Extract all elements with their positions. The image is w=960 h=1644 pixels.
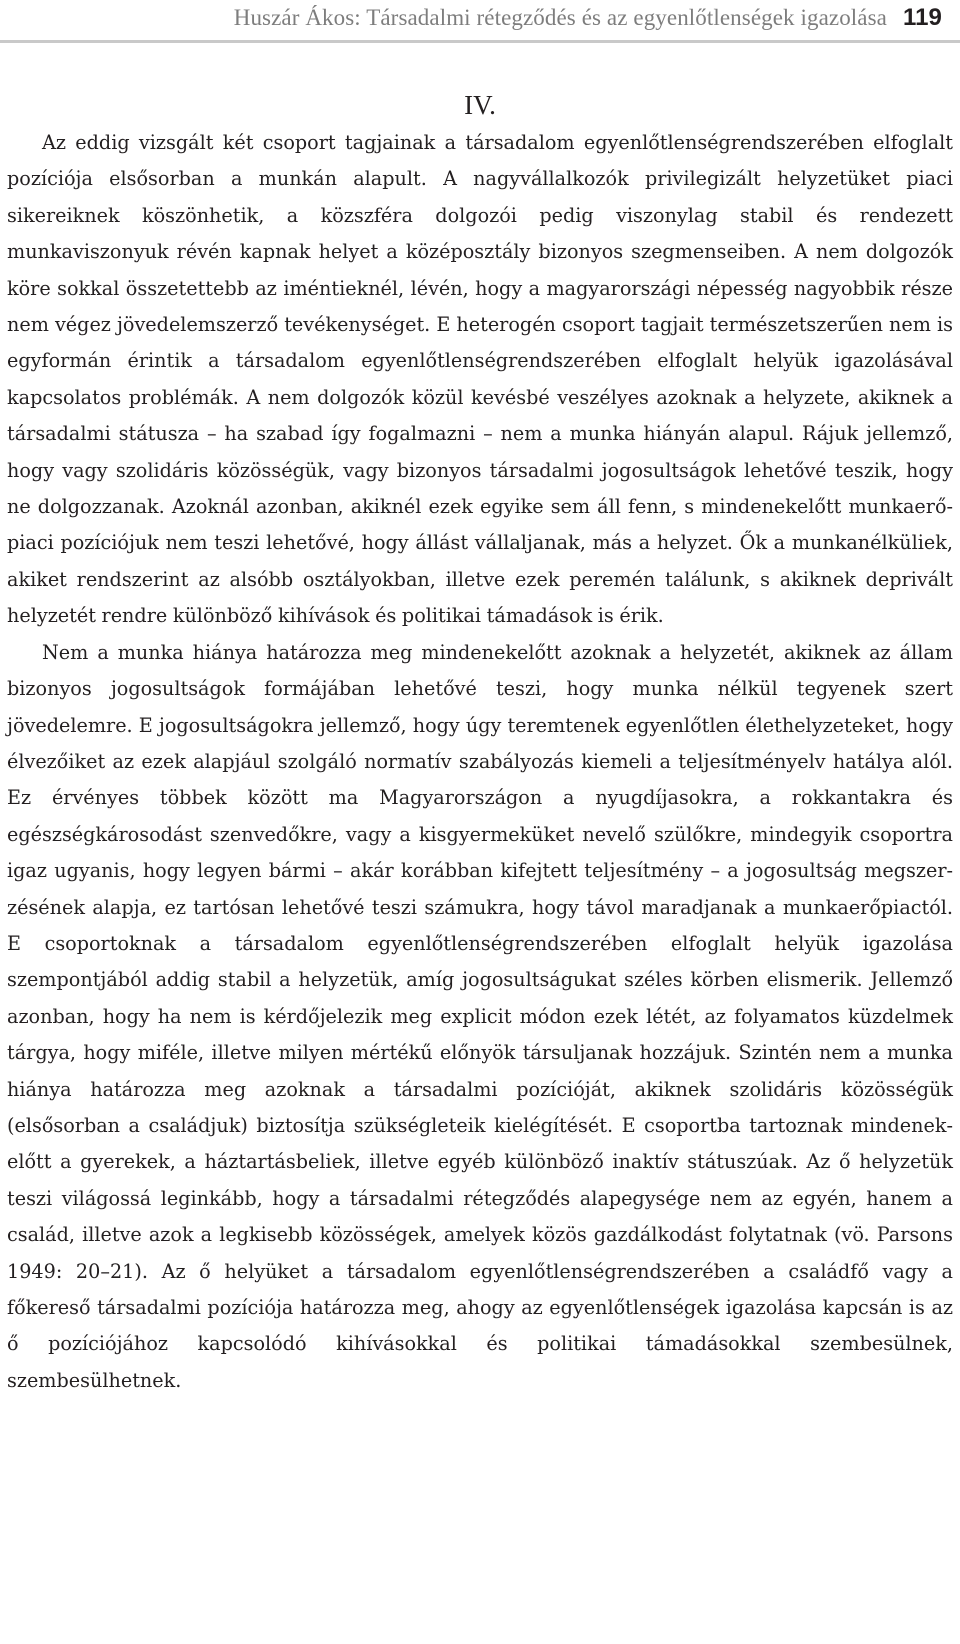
section-heading: IV. bbox=[464, 90, 496, 120]
running-header bbox=[92, 4, 942, 38]
page-number: 119 bbox=[902, 4, 942, 31]
paragraph: Az eddig vizsgált két csoport tagjainak a társadalom egyenlőtlenségrendszerében elfoglalt pozíciója elsősorban a munkán alapult. A nagyvállalkozók privilegizált helyzetüket piaci sikereiknek köszönhetik, a közszféra dolgozói pedig viszonylag stabil és rendezett munkaviszonyuk révén kapnak helyet a középosztály bizonyos szegmenseiben. A nem dolgozók köre sokkal összetettebb az iméntieknél, lévén, hogy a magyarországi népesség nagyobbik része nem végez jövedelemszerző tevékenységet. E heterogén csoport tagjait természetszerűen nem is egyformán érintik a társadalom egyenlőtlenségrendszerében elfoglalt helyük igazolásával kapcsolatos problémák. A nem dolgozók közül kevésbé veszélyes azoknak a helyzete, akiknek a társadalmi státusza – ha szabad így fogalmazni – nem a munka hiányán alapul. Rájuk jellemző, hogy vagy szolidáris közösségük, vagy bizonyos társadalmi jogosultságok lehetővé teszik, hogy ne dolgozzanak. Azoknál azonban, akiknél ezek egyike sem áll fenn, s mindenekelőtt munkaerő-piaci pozíciójuk nem teszi lehetővé, hogy állást vállaljanak, más a helyzet. Ők a munkanélküliek, akiket rendszerint az alsóbb osztályokban, illetve ezek peremén találunk, s akiknek deprivált helyzetét rendre különböző kihívások és politikai támadások is érik. bbox=[7, 131, 953, 628]
body-text bbox=[7, 125, 953, 1399]
header-divider bbox=[0, 40, 960, 43]
running-title: Huszár Ákos: Társadalmi rétegződés és az egyenlőtlenségek igazolása bbox=[233, 5, 887, 30]
paragraph: Nem a munka hiánya határozza meg mindenekelőtt azoknak a helyzetét, akiknek az állam bizonyos jogosultságok formájában lehetővé teszi, hogy munka nélkül tegyenek szert jövedelemre. E jogosultságokra jellemző, hogy úgy teremtenek egyenlőtlen élethelyzeteket, hogy élvezőiket az ezek alapjául szolgáló normatív szabályozás kiemeli a teljesítményelv hatálya alól. Ez érvényes többek között ma Magyarországon a nyugdíjasokra, a rokkantakra és egészségkárosodást szenvedőkre, vagy a kisgyermeküket nevelő szülőkre, mindegyik csoportra igaz ugyanis, hogy legyen bármi – akár korábban kifejtett teljesítmény – a jogosultság megszerzésének alapja, ez tartósan lehetővé teszi számukra, hogy távol maradjanak a munkaerőpiactól. E csoportoknak a társadalom egyenlőtlenségrendszerében elfoglalt helyük igazolása szempontjából addig stabil a helyzetük, amíg jogosultságukat széles körben elismerik. Jellemző azonban, hogy ha nem is kérdőjelezik meg explicit módon ezek létét, az folyamatos küzdelmek tárgya, hogy miféle, illetve milyen mértékű előnyök társuljanak hozzájuk. Szintén nem a munka hiánya határozza meg azoknak a társadalmi pozícióját, akiknek szolidáris közösségük (elsősorban a családjuk) biztosítja szükségleteik kielégítését. E csoportba tartoznak mindenekelőtt a gyerekek, a háztartásbeliek, illetve egyéb különböző inaktív státuszúak. Az ő helyzetük teszi világossá leginkább, hogy a társadalmi rétegződés alapegysége nem az egyén, hanem a család, illetve azok a legkisebb közösségek, amelyek közös gazdálkodást folytatnak (vö. Parsons 1949: 20–21). Az ő helyüket a társadalom egyenlőtlenségrendszerében a családfő vagy a főkereső társadalmi pozíciója határozza meg, ahogy az egyenlőtlenségek igazolása kapcsán is az ő pozíciójához kapcsolódó kihívásokkal és politikai támadásokkal szembesülnek, szembesülhetnek. bbox=[7, 640, 953, 1392]
